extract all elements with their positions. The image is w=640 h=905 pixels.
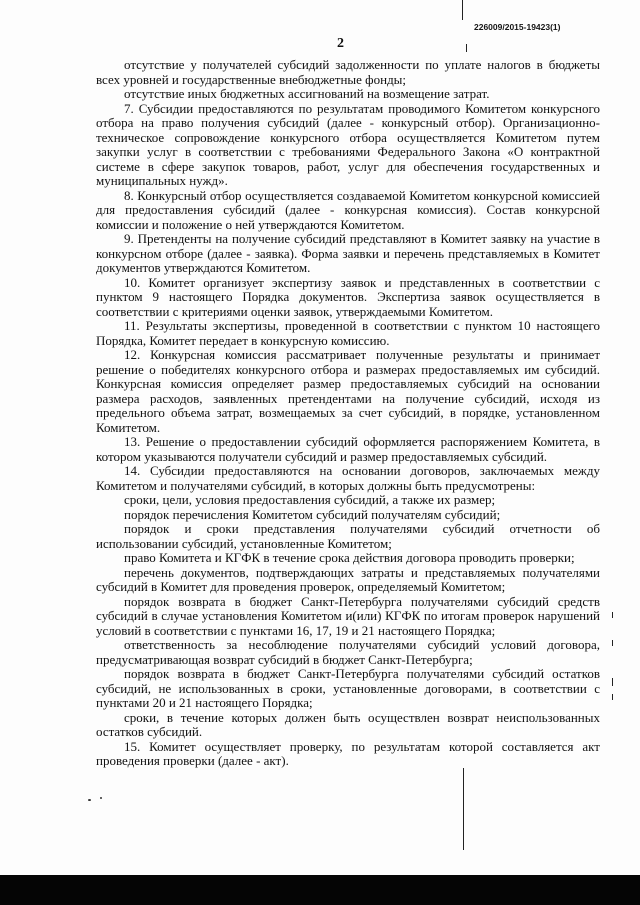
document-registration-number: 226009/2015-19423(1) <box>474 22 561 32</box>
scan-artifact-right-tick <box>612 678 613 686</box>
scan-edge-bar <box>0 875 640 905</box>
scan-artifact-speck <box>88 799 91 801</box>
paragraph-clause-14: 14. Субсидии предоставляются на основании договоров, заключаемых между Комитетом и получателями субсидий, в которых должны быть предусмотрены: <box>96 463 600 493</box>
list-item-refund-deadlines: сроки, в течение которых должен быть осуществлен возврат неиспользованных остатков субсидий. <box>96 709 600 739</box>
list-item-documents-list: перечень документов, подтверждающих затраты и представляемых получателями субсидий в Комитет для проведения проверок, определяемый Комитетом; <box>96 564 600 594</box>
scan-artifact-top-tick <box>466 44 467 52</box>
list-item-refund-of-remainder: порядок возврата в бюджет Санкт-Петербурга получателями субсидий остатков субсидий, не использованных в сроки, установленные договорами, в соответствии с пунктами 20 и 21 настоящего Порядка; <box>96 666 600 710</box>
list-item-contract-terms: сроки, цели, условия предоставления субсидий, а также их размер; <box>124 492 496 507</box>
paragraph-clause-10: 10. Комитет организует экспертизу заявок и представленных в соответствии с пунктом 9 настоящего Порядка документов. Экспертиза заявок осуществляется в соответствии с критериями оценки заявок, утверждаемыми Комитетом. <box>96 274 600 319</box>
list-item-liability: ответственность за несоблюдение получателями субсидий условий договора, предусматривающая возврат субсидий в бюджет Санкт-Петербурга; <box>96 637 600 667</box>
list-item-inspection-right: право Комитета и КГФК в течение срока действия договора проводить проверки; <box>124 550 575 565</box>
paragraph-clause-7: 7. Субсидии предоставляются по результатам проводимого Комитетом конкурсного отбора на право получения субсидий (далее - конкурсный отбор). Организационно-техническое сопровождение конкурсного отбора осуществляется Комитетом путем закупки услуг в соответствии с требованиями Федерального Закона «О контрактной системе в сфере закупок товаров, работ, услуг для обеспечения государственных и муниципальных нужд». <box>96 100 600 188</box>
paragraph-clause-13: 13. Решение о предоставлении субсидий оформляется распоряжением Комитета, в котором указываются получатели субсидий и размер предоставляемых субсидий. <box>96 434 600 464</box>
paragraph-clause-11: 11. Результаты экспертизы, проведенной в соответствии с пунктом 10 настоящего Порядка, Комитет передает в конкурсную комиссию. <box>96 318 600 348</box>
scan-artifact-right-tick <box>612 694 613 700</box>
paragraph-condition-no-other-funding: отсутствие иных бюджетных ассигнований на возмещение затрат. <box>124 86 490 101</box>
list-item-transfer-procedure: порядок перечисления Комитетом субсидий получателям субсидий; <box>124 506 501 522</box>
page-number: 2 <box>337 36 344 51</box>
paragraph-clause-12: 12. Конкурсная комиссия рассматривает полученные результаты и принимает решение о победителях конкурсного отбора и размерах предоставляемых им субсидий. Конкурсная комиссия определяет размер предоставляемых субсидий на основании размера расходов, заявленных претендентами на получение субсидий, исходя из предельного объема затрат, возмещаемых за счет субсидий, в порядке, установленном Комитетом. <box>96 347 600 435</box>
paragraph-condition-no-debt: отсутствие у получателей субсидий задолженности по уплате налогов в бюджеты всех уровней и государственные внебюджетные фонды; <box>96 57 600 87</box>
scan-artifact-right-tick <box>612 612 613 618</box>
scan-artifact-speck <box>100 797 102 799</box>
paragraph-clause-8: 8. Конкурсный отбор осуществляется создаваемой Комитетом конкурсной комиссией для предоставления субсидий (далее - конкурсная комиссия). Состав конкурсной комиссии и положение о ней утверждаются Комитетом. <box>96 187 600 232</box>
scan-artifact-right-tick <box>612 640 613 646</box>
paragraph-clause-15: 15. Комитет осуществляет проверку, по результатам которой составляется акт проведения проверки (далее - акт). <box>96 738 600 768</box>
scan-artifact-top-line <box>462 0 463 20</box>
list-item-refund-on-violation: порядок возврата в бюджет Санкт-Петербурга получателями субсидий средств субсидий в случае установления Комитетом и(или) КГФК по итогам проверок нарушений условий в соответствии с пунктами 16, 17, 19 и 21 настоящего Порядка; <box>96 593 600 638</box>
paragraph-clause-9: 9. Претенденты на получение субсидий представляют в Комитет заявку на участие в конкурсном отборе (далее - заявка). Форма заявки и перечень представляемых в Комитет документов утверждаются Комитетом. <box>96 231 600 275</box>
list-item-reporting: порядок и сроки представления получателями субсидий отчетности об использовании субсидий, установленные Комитетом; <box>96 521 600 551</box>
document-body <box>96 58 600 769</box>
scan-artifact-bottom-line <box>463 768 464 850</box>
